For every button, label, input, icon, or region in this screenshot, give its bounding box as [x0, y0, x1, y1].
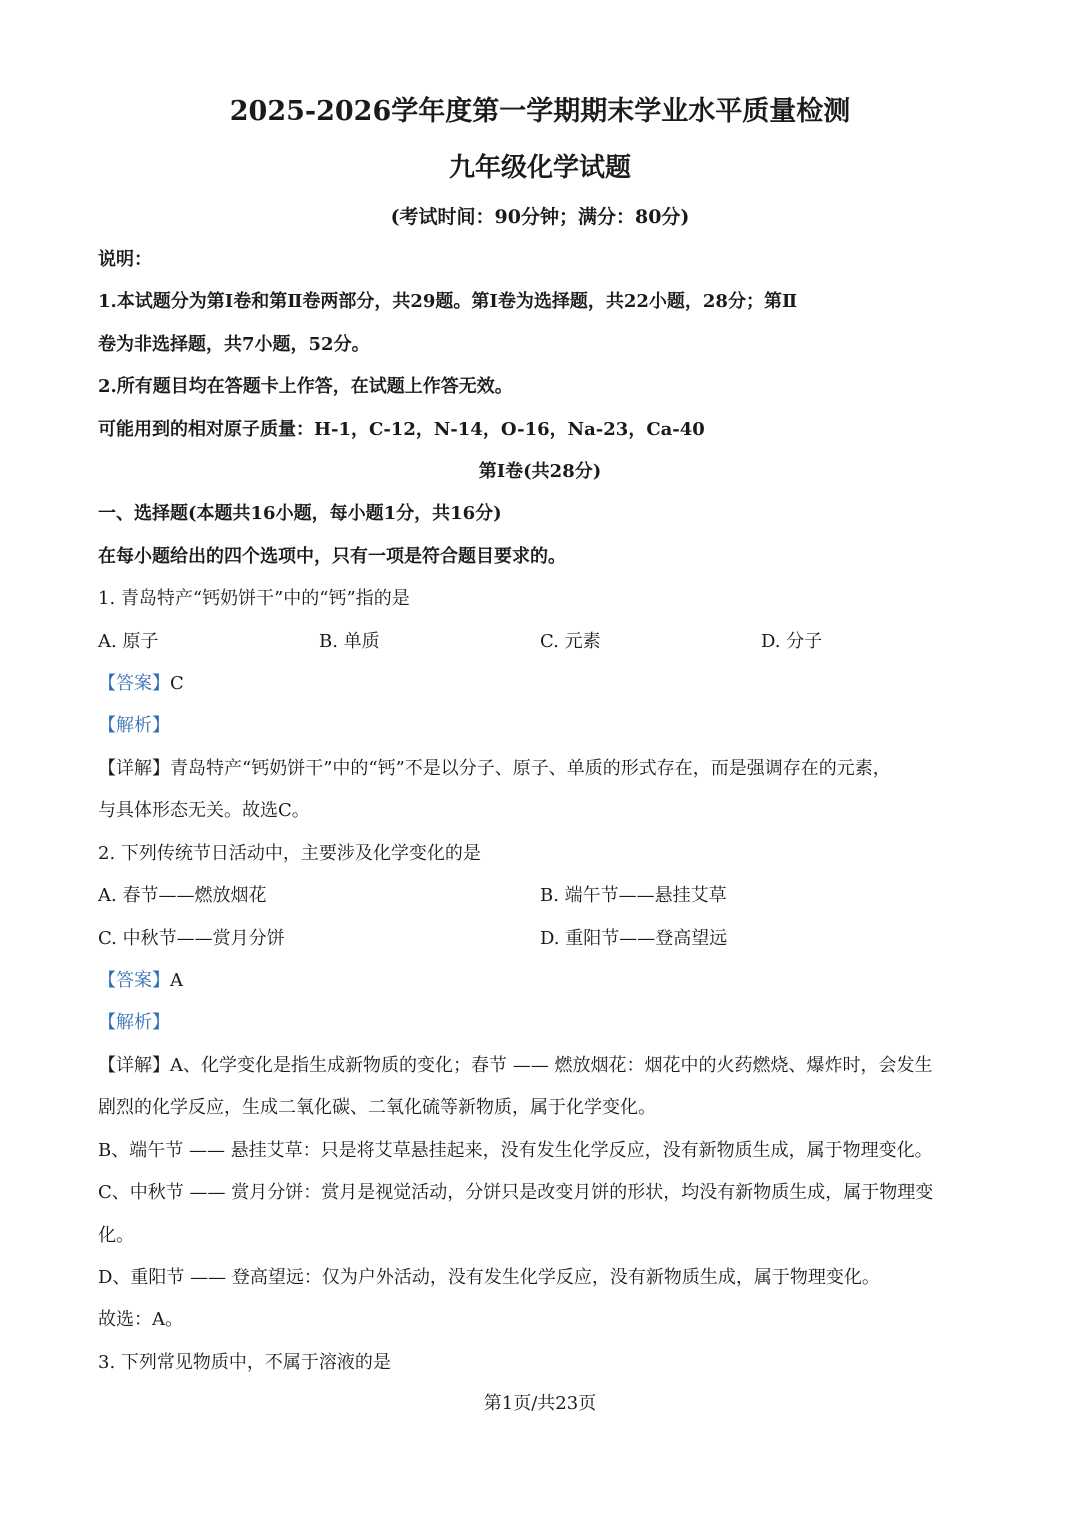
question-1-detail-line-2: 与具体形态无关。故选C。 — [98, 800, 310, 821]
question-2-option-b: B. 端午节——悬挂艾草 — [540, 885, 727, 906]
detail-text: A、化学变化是指生成新物质的变化；春节 —— 燃放烟花：烟花中的火药燃烧、爆炸时，会发生 — [170, 1055, 933, 1076]
part-title: 一、选择题(本题共16小题，每小题1分，共16分) — [98, 503, 502, 524]
question-1-answer — [98, 670, 1020, 698]
question-2-option-c: C. 中秋节——赏月分饼 — [98, 928, 285, 949]
note-item-2: 2.所有题目均在答题卡上作答，在试题上作答无效。 — [98, 376, 513, 397]
question-2-option-d: D. 重阳节——登高望远 — [540, 928, 728, 949]
answer-tag: 【答案】 — [98, 673, 170, 694]
question-1-option-c: C. 元素 — [540, 631, 601, 652]
exam-info: (考试时间：90分钟；满分：80分) — [390, 206, 690, 228]
question-2-conclusion: 故选：A。 — [98, 1309, 183, 1330]
question-1-analysis-tag: 【解析】 — [98, 715, 170, 736]
question-1-option-d: D. 分子 — [761, 631, 823, 652]
detail-text: 青岛特产“钙奶饼干”中的“钙”不是以分子、原子、单质的形式存在，而是强调存在的元素， — [170, 758, 891, 779]
question-2-option-a: A. 春节——燃放烟花 — [98, 885, 267, 906]
question-2-detail-line-1 — [98, 1052, 1020, 1080]
answer-value: A — [170, 970, 183, 991]
question-2-answer — [98, 967, 1020, 995]
detail-tag: 【详解】 — [98, 1055, 170, 1076]
note-item-1b: 卷为非选择题，共7小题，52分。 — [98, 334, 370, 355]
answer-value: C — [170, 673, 184, 694]
answer-tag: 【答案】 — [98, 970, 170, 991]
question-2-detail-line-4: C、中秋节 —— 赏月分饼：赏月是视觉活动，分饼只是改变月饼的形状，均没有新物质生成，属于物理变 — [98, 1182, 934, 1203]
question-2-detail-line-2: 剧烈的化学反应，生成二氧化碳、二氧化硫等新物质，属于化学变化。 — [98, 1097, 656, 1118]
question-1-stem: 1. 青岛特产“钙奶饼干”中的“钙”指的是 — [98, 588, 410, 609]
question-2-stem: 2. 下列传统节日活动中，主要涉及化学变化的是 — [98, 843, 481, 864]
question-2-detail-line-6: D、重阳节 —— 登高望远：仅为户外活动，没有发生化学反应，没有新物质生成，属于物理变化。 — [98, 1267, 880, 1288]
question-1-option-a: A. 原子 — [98, 631, 159, 652]
question-1-detail-line-1 — [98, 755, 1020, 783]
question-2-analysis-tag: 【解析】 — [98, 1012, 170, 1033]
detail-tag: 【详解】 — [98, 758, 170, 779]
question-3-stem: 3. 下列常见物质中，不属于溶液的是 — [98, 1352, 391, 1373]
notes-heading: 说明： — [98, 249, 152, 270]
volume-title: 第Ⅰ卷(共28分) — [478, 461, 602, 482]
page-footer: 第1页/共23页 — [483, 1393, 597, 1414]
atomic-mass-line: 可能用到的相对原子质量：H-1，C-12，N-14，O-16，Na-23，Ca-40 — [98, 419, 705, 440]
exam-title: 2025-2026学年度第一学期期末学业水平质量检测 — [229, 96, 851, 127]
question-2-detail-line-5: 化。 — [98, 1225, 134, 1246]
exam-subtitle: 九年级化学试题 — [448, 153, 631, 183]
note-item-1a: 1.本试题分为第Ⅰ卷和第Ⅱ卷两部分，共29题。第Ⅰ卷为选择题，共22小题，28分；第Ⅱ — [98, 291, 798, 312]
question-1-option-b: B. 单质 — [319, 631, 380, 652]
part-instruction: 在每小题给出的四个选项中，只有一项是符合题目要求的。 — [98, 546, 566, 567]
question-2-detail-line-3: B、端午节 —— 悬挂艾草：只是将艾草悬挂起来，没有发生化学反应，没有新物质生成，属于物理变化。 — [98, 1140, 933, 1161]
